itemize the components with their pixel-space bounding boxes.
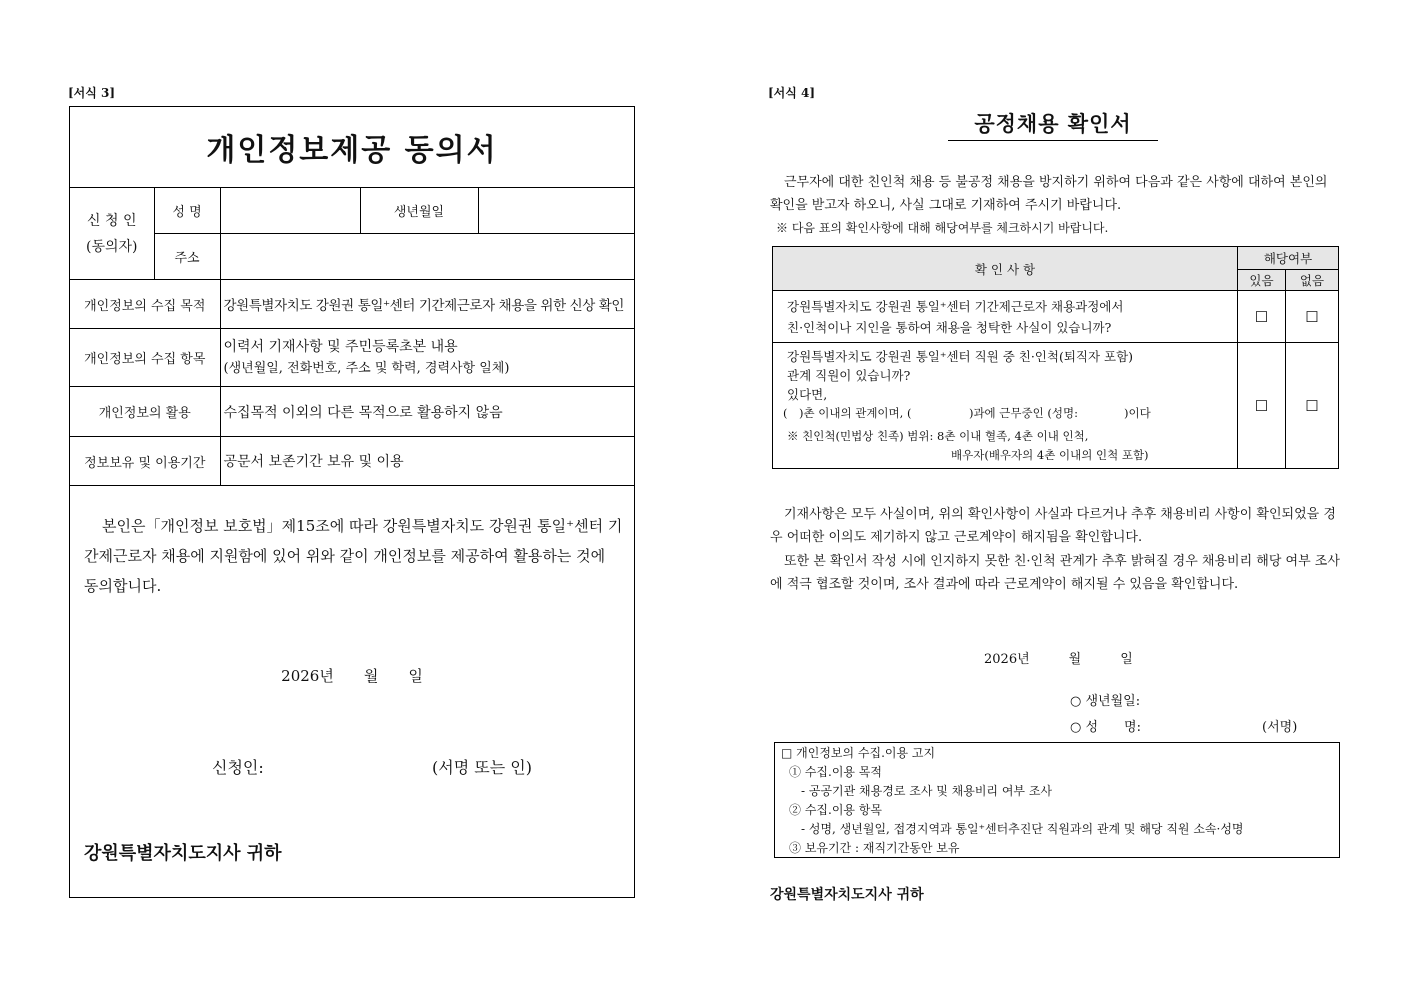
consent-table bbox=[70, 187, 634, 486]
header-applicable: 해당여부 bbox=[1238, 247, 1339, 270]
question-2 bbox=[773, 343, 1238, 469]
confirmation-paragraph-1: 기재사항은 모두 사실이며, 위의 확인사항이 사실과 다르거나 추후 채용비리 사항이 확인되었을 경우 어떠한 이의도 제기하지 않고 근로계약이 해지됨을 확인합니다. bbox=[770, 507, 1336, 545]
items-value-detail: (생년월일, 전화번호, 주소 및 학력, 경력사항 일체) bbox=[223, 360, 510, 376]
question-1-line-2: 친·인척이나 지인을 통하여 채용을 청탁한 사실이 있습니까? bbox=[787, 319, 1112, 335]
address-field[interactable] bbox=[220, 234, 634, 280]
form-label-3: [서식 3] bbox=[68, 86, 116, 100]
check-note: ※ 다음 표의 확인사항에 대해 해당여부를 체크하시기 바랍니다. bbox=[776, 221, 1109, 235]
applicant-sign-label: 신청인: bbox=[212, 758, 264, 777]
question-1 bbox=[773, 291, 1238, 343]
birth-field[interactable] bbox=[478, 188, 634, 234]
question-2-line-4: ( )촌 이내의 관계이며, ( )과에 근무중인 (성명: )이다 bbox=[783, 405, 1151, 420]
fair-hiring-addressee: 강원특별자치도지사 귀하 bbox=[770, 887, 924, 903]
usage-value: 수집목적 이외의 다른 목적으로 활용하지 않음 bbox=[220, 387, 634, 437]
consent-form bbox=[69, 106, 635, 898]
q2-no-checkbox[interactable]: ☐ bbox=[1286, 343, 1339, 469]
header-item: 확 인 사 항 bbox=[773, 247, 1238, 291]
header-yes: 있음 bbox=[1238, 270, 1286, 291]
signer-birth-label: ○ 생년월일: bbox=[1070, 694, 1141, 709]
name-field[interactable] bbox=[220, 188, 360, 234]
privacy-notice-box bbox=[774, 742, 1340, 858]
birth-label: 생년월일 bbox=[360, 188, 478, 234]
question-2-line-1: 강원특별자치도 강원권 통일⁺센터 직원 중 친·인척(퇴직자 포함) bbox=[787, 348, 1134, 364]
applicant-label: 신 청 인 bbox=[87, 212, 137, 229]
signer-name-label: ○ 성 명: bbox=[1070, 720, 1141, 735]
notice-title: □ 개인정보의 수집.이용 고지 bbox=[781, 746, 936, 760]
address-label: 주소 bbox=[154, 234, 220, 280]
notice-item-1: ① 수집.이용 목적 bbox=[789, 765, 882, 779]
q1-yes-checkbox[interactable]: ☐ bbox=[1238, 291, 1286, 343]
signer-sign-hint: (서명) bbox=[1262, 720, 1298, 735]
question-2-line-2: 관계 직원이 있습니까? bbox=[787, 367, 911, 383]
notice-item-2-detail: - 성명, 생년월일, 접경지역과 통일⁺센터추진단 직원과의 관계 및 해당 직원 소속·성명 bbox=[801, 822, 1244, 836]
applicant-sub-label: (동의자) bbox=[86, 238, 138, 255]
form-label-4: [서식 4] bbox=[768, 86, 816, 100]
name-label: 성 명 bbox=[154, 188, 220, 234]
notice-item-2: ② 수집.이용 항목 bbox=[789, 803, 882, 817]
fair-hiring-date: 2026년 월 일 bbox=[984, 652, 1133, 667]
intro-paragraph: 근무자에 대한 친인척 채용 등 불공정 채용을 방지하기 위하여 다음과 같은 사항에 대하여 본인의 확인을 받고자 하오니, 사실 그대로 기재하여 주시기 바랍니다. bbox=[770, 175, 1328, 213]
usage-label: 개인정보의 활용 bbox=[70, 387, 220, 437]
confirmation-paragraph-2: 또한 본 확인서 작성 시에 인지하지 못한 친·인척 관계가 추후 밝혀질 경우 채용비리 해당 여부 조사에 적극 협조할 것이며, 조사 결과에 따라 근로계약이 해지될 수 있음을 확인합니다. bbox=[770, 554, 1340, 592]
q2-yes-checkbox[interactable]: ☐ bbox=[1238, 343, 1286, 469]
kinship-note-1: ※ 친인척(민법상 친족) 범위: 8촌 이내 혈족, 4촌 이내 인척, bbox=[787, 428, 1089, 443]
sign-hint: (서명 또는 인) bbox=[432, 758, 532, 777]
confirmation-table bbox=[772, 246, 1339, 469]
purpose-label: 개인정보의 수집 목적 bbox=[70, 280, 220, 329]
kinship-note-2: 배우자(배우자의 4촌 이내의 인척 포함) bbox=[951, 447, 1149, 462]
consent-date: 2026년 월 일 bbox=[281, 667, 423, 685]
notice-item-3: ③ 보유기간 : 재직기간동안 보유 bbox=[789, 841, 960, 855]
applicant-label-cell bbox=[70, 188, 154, 280]
notice-item-1-detail: - 공공기관 채용경로 조사 및 채용비리 여부 조사 bbox=[801, 784, 1053, 798]
items-label: 개인정보의 수집 항목 bbox=[70, 329, 220, 387]
fair-hiring-title: 공정채용 확인서 bbox=[948, 108, 1158, 141]
header-no: 없음 bbox=[1286, 270, 1339, 291]
retention-label: 정보보유 및 이용기간 bbox=[70, 437, 220, 486]
q1-no-checkbox[interactable]: ☐ bbox=[1286, 291, 1339, 343]
consent-title: 개인정보제공 동의서 bbox=[70, 107, 634, 188]
question-1-line-1: 강원특별자치도 강원권 통일⁺센터 기간제근로자 채용과정에서 bbox=[787, 298, 1124, 314]
purpose-value: 강원특별자치도 강원권 통일⁺센터 기간제근로자 채용을 위한 신상 확인 bbox=[220, 280, 634, 329]
items-value: 이력서 기재사항 및 주민등록초본 내용 bbox=[223, 338, 458, 355]
consent-statement: 본인은「개인정보 보호법」제15조에 따라 강원특별자치도 강원권 통일⁺센터 기간제근로자 채용에 지원함에 있어 위와 같이 개인정보를 제공하여 활용하는 것에 동의합니다. bbox=[84, 517, 623, 595]
question-2-line-3: 있다면, bbox=[787, 386, 828, 402]
items-value-cell bbox=[220, 329, 634, 387]
retention-value: 공문서 보존기간 보유 및 이용 bbox=[220, 437, 634, 486]
consent-addressee: 강원특별자치도지사 귀하 bbox=[84, 843, 282, 864]
